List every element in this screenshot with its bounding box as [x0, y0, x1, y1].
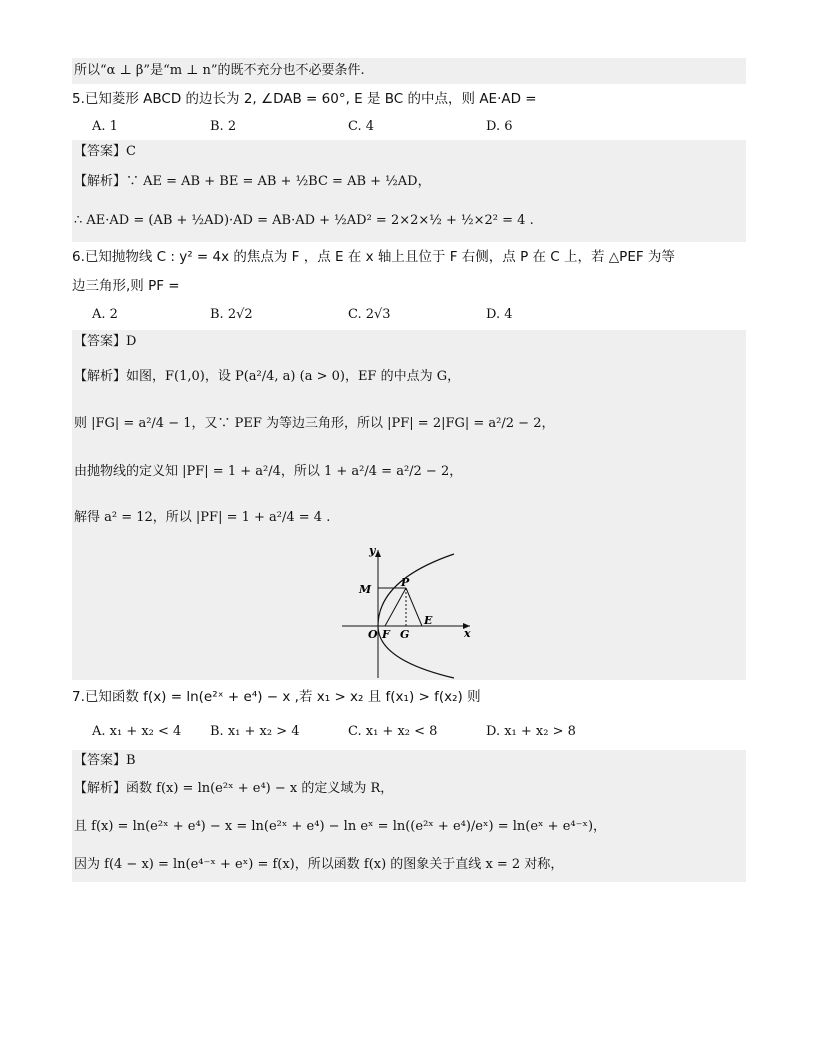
segment-pf [385, 588, 406, 626]
explanation-6-line-2: 则 |FG| = a²/4 − 1，又∵ PEF 为等边三角形，所以 |PF| = 2|FG| = a²/2 − 2， [72, 400, 746, 448]
label-f: F [382, 628, 390, 641]
option-b: B. 2√2 [210, 307, 253, 322]
answer-5: 【答案】C [72, 140, 746, 164]
document-page [72, 58, 746, 882]
option-b: B. x₁ + x₂ > 4 [210, 724, 300, 739]
explanation-6-line-3: 由抛物线的定义知 |PF| = 1 + a²/4，所以 1 + a²/4 = a²/2 − 2， [72, 448, 746, 496]
question-6-line-2: 边三角形,则 PF = [72, 278, 180, 294]
option-d: D. 6 [486, 119, 513, 134]
label-e: E [424, 614, 433, 627]
parabola-diagram [72, 540, 746, 680]
option-b: B. 2 [210, 119, 237, 134]
explanation-6-line-1: 【解析】如图，F(1,0)，设 P(a²/4, a) (a > 0)，EF 的中点为 G， [72, 354, 746, 400]
label-m: M [359, 583, 372, 596]
segment-pe [406, 588, 422, 626]
explanation-6-line-4: 解得 a² = 12，所以 |PF| = 1 + a²/4 = 4 . [72, 496, 746, 540]
label-x: x [464, 627, 471, 640]
explanation-7-line-3: 因为 f(4 − x) = ln(e⁴⁻ˣ + eˣ) = f(x)，所以函数 f(x) 的图象关于直线 x = 2 对称， [72, 848, 746, 882]
explanation-7-line-2: 且 f(x) = ln(e²ˣ + e⁴) − x = ln(e²ˣ + e⁴) − ln eˣ = ln((e²ˣ + e⁴)/eˣ) = ln(eˣ + e⁴⁻ˣ)， [72, 806, 746, 848]
text-line-conclusion: 所以“α ⊥ β”是“m ⊥ n”的既不充分也不必要条件. [72, 58, 746, 84]
option-a: A. 1 [92, 119, 118, 134]
y-axis-arrow [375, 550, 381, 557]
option-d: D. 4 [486, 307, 513, 322]
question-6-line-1: 6.已知抛物线 C : y² = 4x 的焦点为 F ，点 E 在 x 轴上且位于 F 右侧，点 P 在 C 上，若 △PEF 为等 [72, 249, 675, 265]
parabola-curve [378, 554, 454, 678]
label-g: G [400, 628, 410, 641]
question-7: 7.已知函数 f(x) = ln(e²ˣ + e⁴) − x ,若 x₁ > x₂ 且 f(x₁) > f(x₂) 则 [72, 689, 481, 705]
option-c: C. 4 [348, 119, 375, 134]
label-p: P [401, 576, 410, 589]
parabola-figure [72, 540, 746, 680]
question-5-options [72, 114, 746, 140]
label-y: y [369, 544, 376, 557]
question-6-options [72, 300, 746, 330]
answer-7: 【答案】B [72, 750, 746, 772]
option-d: D. x₁ + x₂ > 8 [486, 724, 576, 739]
question-7-options [72, 714, 746, 750]
explanation-5-line-2: ∴ AE·AD = (AB + ½AD)·AD = AB·AD + ½AD² = 2×2×½ + ½×2² = 4 . [72, 200, 746, 242]
question-5: 5.已知菱形 ABCD 的边长为 2, ∠DAB = 60°, E 是 BC 的中点，则 AE·AD = [72, 91, 537, 107]
explanation-7-line-1: 【解析】函数 f(x) = ln(e²ˣ + e⁴) − x 的定义域为 R， [72, 772, 746, 806]
label-o: O [368, 628, 378, 641]
answer-6: 【答案】D [72, 330, 746, 354]
option-c: C. 2√3 [348, 307, 391, 322]
explanation-5-line-1: 【解析】∵ AE = AB + BE = AB + ½BC = AB + ½AD， [72, 164, 746, 200]
option-a: A. x₁ + x₂ < 4 [92, 724, 182, 739]
option-c: C. x₁ + x₂ < 8 [348, 724, 438, 739]
option-a: A. 2 [92, 307, 118, 322]
